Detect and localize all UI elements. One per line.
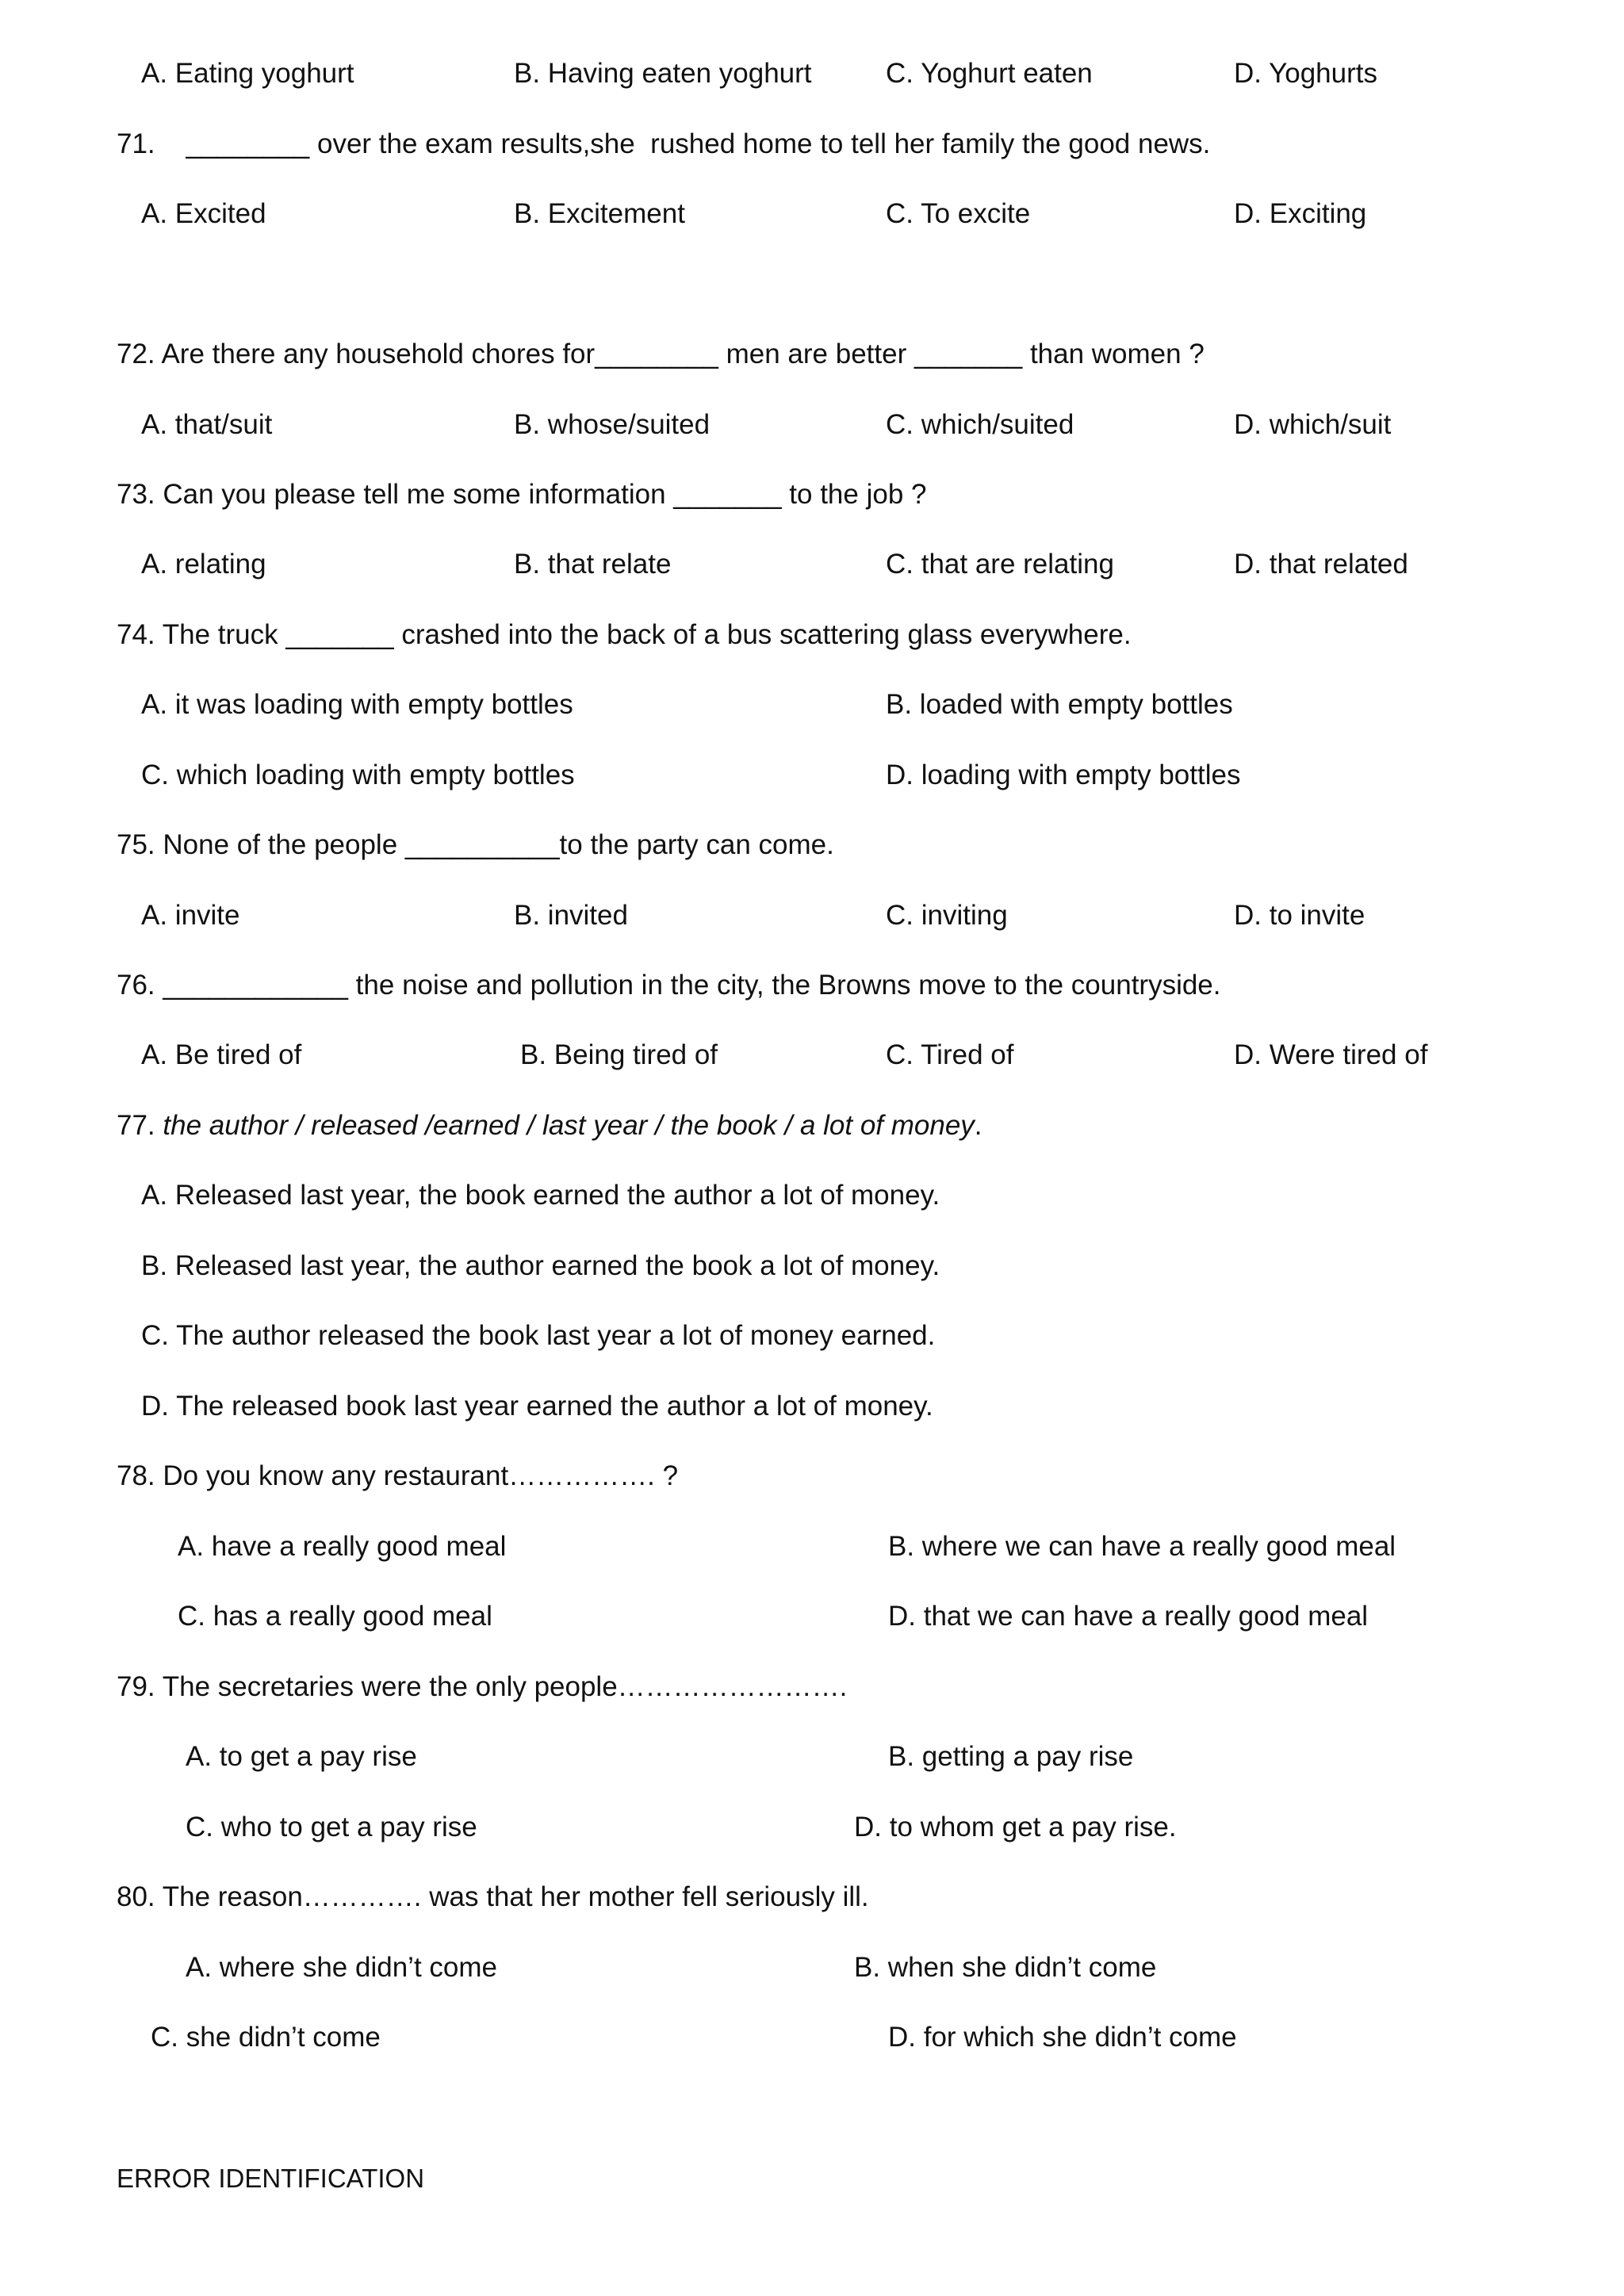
question-78-stem: 78. Do you know any restaurant……………. ? [117, 1460, 679, 1491]
question-78-option-d: D. that we can have a really good meal [888, 1601, 1369, 1632]
question-79-option-c: C. who to get a pay rise [186, 1812, 477, 1843]
question-76-stem: 76. ____________ the noise and pollution in the city, the Browns move to the countryside. [117, 970, 1221, 1001]
question-76-option-a: A. Be tired of [141, 1039, 302, 1070]
question-73-stem: 73. Can you please tell me some information _______ to the job ? [117, 479, 927, 510]
question-78-option-b: B. where we can have a really good meal [888, 1531, 1396, 1562]
question-71-option-b: B. Excitement [514, 198, 685, 229]
question-76-option-c: C. Tired of [886, 1039, 1014, 1070]
question-75-option-a: A. invite [141, 900, 240, 931]
question-80-option-d: D. for which she didn’t come [888, 2022, 1237, 2053]
question-80-option-b: B. when she didn’t come [854, 1952, 1157, 1983]
question-75-stem: 75. None of the people __________to the party can come. [117, 829, 834, 860]
question-74-stem: 74. The truck _______ crashed into the back of a bus scattering glass everywhere. [117, 619, 1132, 650]
prev-option-c: C. Yoghurt eaten [886, 58, 1093, 89]
question-74-option-b: B. loaded with empty bottles [886, 689, 1233, 720]
question-73-option-d: D. that related [1234, 549, 1408, 580]
question-77-option-d: D. The released book last year earned the author a lot of money. [141, 1391, 933, 1422]
question-79-option-d: D. to whom get a pay rise. [854, 1812, 1177, 1843]
question-75-option-c: C. inviting [886, 900, 1008, 931]
question-73-option-a: A. relating [141, 549, 266, 580]
question-76-option-b: B. Being tired of [520, 1039, 718, 1070]
question-77-stem: the author / released /earned / last year / the book / a lot of money [163, 1110, 975, 1141]
question-79-option-b: B. getting a pay rise [888, 1741, 1134, 1772]
question-72-stem: 72. Are there any household chores for________ men are better _______ than women ? [117, 339, 1205, 369]
question-77-option-c: C. The author released the book last year a lot of money earned. [141, 1320, 936, 1351]
question-74-option-d: D. loading with empty bottles [886, 760, 1241, 790]
question-76-option-d: D. Were tired of [1234, 1039, 1428, 1070]
question-72-option-a: A. that/suit [141, 409, 273, 440]
question-78-option-a: A. have a really good meal [178, 1531, 507, 1562]
question-74-option-a: A. it was loading with empty bottles [141, 689, 573, 720]
prev-option-b: B. Having eaten yoghurt [514, 58, 812, 89]
question-77-option-a: A. Released last year, the book earned the author a lot of money. [141, 1180, 940, 1211]
question-72-option-b: B. whose/suited [514, 409, 710, 440]
question-77-period: . [974, 1110, 982, 1141]
question-73-option-b: B. that relate [514, 549, 672, 580]
question-71-option-c: C. To excite [886, 198, 1031, 229]
question-79-stem: 79. The secretaries were the only people……………………. [117, 1671, 848, 1702]
question-77-number: 77. [117, 1110, 163, 1141]
prev-option-a: A. Eating yoghurt [141, 58, 354, 89]
question-80-stem: 80. The reason…………. was that her mother fell seriously ill. [117, 1881, 869, 1912]
question-77-stem-line [117, 1108, 982, 1143]
question-75-option-b: B. invited [514, 900, 628, 931]
question-77-option-b: B. Released last year, the author earned the book a lot of money. [141, 1250, 940, 1281]
prev-option-d: D. Yoghurts [1234, 58, 1377, 89]
section-heading: ERROR IDENTIFICATION [117, 2164, 425, 2193]
question-80-option-a: A. where she didn’t come [186, 1952, 497, 1983]
question-71-stem: 71. ________ over the exam results,she rushed home to tell her family the good news. [117, 128, 1211, 159]
question-80-option-c: C. she didn’t come [151, 2022, 381, 2053]
question-78-option-c: C. has a really good meal [178, 1601, 492, 1632]
question-72-option-d: D. which/suit [1234, 409, 1392, 440]
question-71-option-a: A. Excited [141, 198, 266, 229]
question-72-option-c: C. which/suited [886, 409, 1074, 440]
question-79-option-a: A. to get a pay rise [186, 1741, 417, 1772]
question-74-option-c: C. which loading with empty bottles [141, 760, 575, 790]
question-73-option-c: C. that are relating [886, 549, 1114, 580]
question-71-option-d: D. Exciting [1234, 198, 1367, 229]
question-75-option-d: D. to invite [1234, 900, 1365, 931]
